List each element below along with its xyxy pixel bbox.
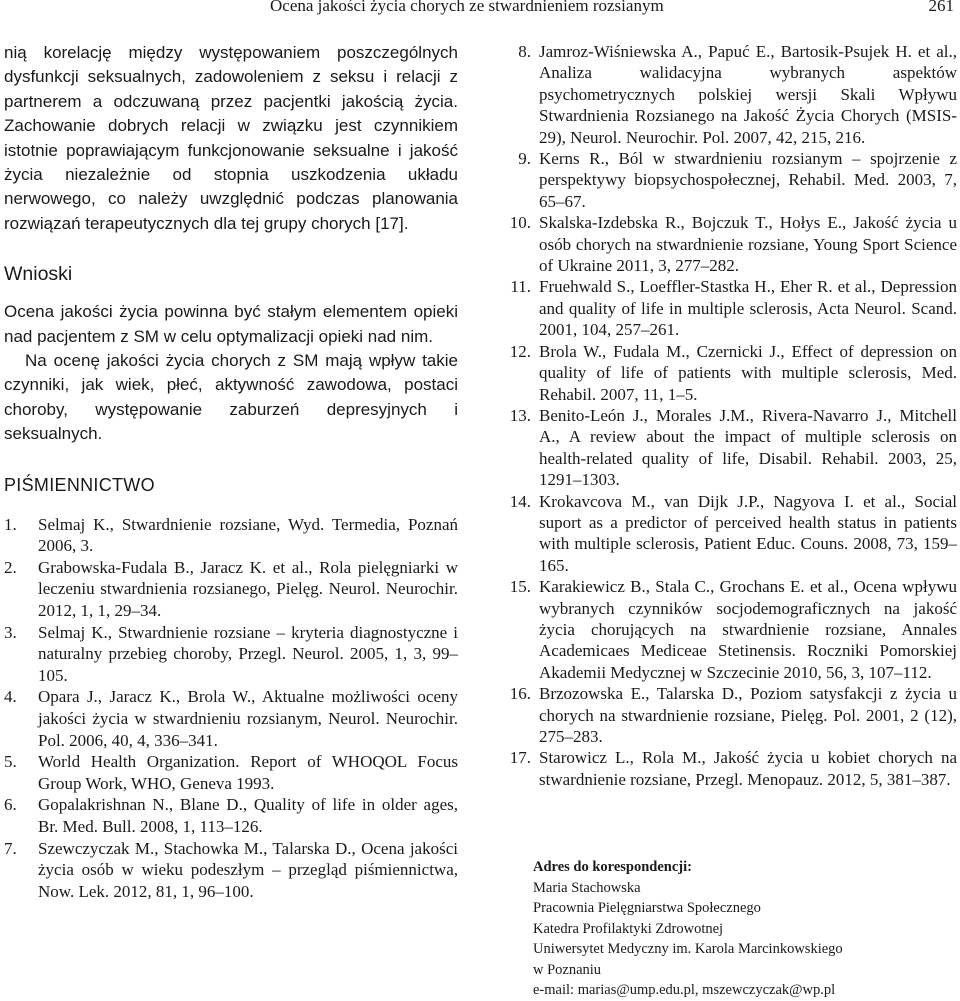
reference-number: 11.: [510, 277, 531, 297]
reference-text: Opara J., Jaracz K., Brola W., Aktualne możliwości oceny jakości życia w stwardnieniu rozsianym, Neurol. Neurochir. Pol. 2006, 40, 4, 336–341.: [38, 687, 458, 750]
reference-item: [4, 751, 458, 794]
reference-item: [505, 683, 957, 747]
conclusion-paragraph: Na ocenę jakości życia chorych z SM mają wpływ takie czynniki, jak wiek, płeć, aktywność zawodowa, postaci choroby, występowanie zaburzeń depresyjnych i seksualnych.: [4, 351, 458, 444]
reference-number: 1.: [4, 514, 17, 534]
reference-number: 10.: [509, 213, 531, 233]
reference-item: [505, 341, 957, 405]
reference-number: 12.: [509, 341, 531, 361]
running-header: [0, 0, 960, 14]
reference-text: Fruehwald S., Loeffler-Stastka H., Eher R. et al., Depression and quality of life in multiple sclerosis, Acta Neurol. Scand. 2001, 104, 257–261.: [539, 277, 957, 340]
reference-text: Brzozowska E., Talarska D., Poziom satysfakcji z życia u chorych na stwardnienie rozsiane, Pielęg. Pol. 2001, 2 (12), 275–283.: [539, 684, 957, 746]
correspondence-name: Maria Stachowska: [533, 879, 641, 896]
reference-number: 3.: [4, 622, 17, 642]
correspondence-email: e-mail: marias@ump.edu.pl, mszewczyczak@wp.pl: [533, 982, 836, 998]
right-column: [505, 41, 957, 790]
reference-item: [505, 276, 957, 340]
reference-text: Gopalakrishnan N., Blane D., Quality of life in older ages, Br. Med. Bull. 2008, 1, 113–126.: [38, 795, 458, 836]
reference-text: Grabowska-Fudala B., Jaracz K. et al., Rola pielęgniarki w leczeniu stwardnienia rozsianego, Pielęg. Neurol. Neurochir. 2012, 1, 1, 29–34.: [38, 557, 458, 621]
reference-number: 4.: [4, 687, 17, 707]
reference-item: [4, 794, 458, 837]
reference-number: 13.: [509, 405, 531, 425]
reference-text: Benito-León J., Morales J.M., Rivera-Navarro J., Mitchell A., A review about the impact of multiple sclerosis on health-related quality of life, Disabil. Rehabil. 2003, 25, 1291–1303.: [539, 405, 957, 490]
reference-number: 8.: [518, 42, 531, 61]
reference-text: World Health Organization. Report of WHOQOL Focus Group Work, WHO, Geneva 1993.: [38, 752, 458, 793]
reference-item: [4, 686, 458, 751]
reference-text: Selmaj K., Stwardnienie rozsiane – kryteria diagnostyczne i naturalny przebieg choroby, Przegl. Neurol. 2005, 1, 3, 99–105.: [38, 622, 458, 685]
reference-item: [505, 747, 957, 790]
correspondence-address: [533, 857, 953, 1001]
reference-number: 15.: [509, 577, 531, 597]
reference-text: Starowicz L., Rola M., Jakość życia u kobiet chorych na stwardnienie rozsiane, Przegl. Menopauz. 2012, 5, 381–387.: [539, 748, 957, 789]
reference-text: Brola W., Fudala M., Czernicki J., Effect of depression on quality of life of patients with multiple sclerosis, Med. Rehabil. 2007, 11, 1–5.: [539, 341, 957, 404]
running-title: Ocena jakości życia chorych ze stwardnieniem rozsianym: [270, 0, 664, 15]
reference-number: 2.: [4, 557, 17, 577]
reference-text: Kerns R., Ból w stwardnieniu rozsianym – spojrzenie z perspektywy biopsychospołecznej, Rehabil. Med. 2003, 7, 65–67.: [539, 149, 957, 211]
reference-number: 17.: [509, 748, 531, 768]
reference-item: [505, 491, 957, 577]
correspondence-university: Uniwersytet Medyczny im. Karola Marcinkowskiego: [533, 941, 843, 957]
reference-item: [505, 41, 957, 148]
page-number: 261: [928, 0, 954, 15]
reference-number: 9.: [518, 149, 531, 169]
correspondence-unit: Pracownia Pielęgniarstwa Społecznego: [533, 900, 761, 916]
reference-item: [4, 514, 458, 557]
reference-text: Szewczyczak M., Stachowka M., Talarska D., Ocena jakości życia osób w wieku podeszłym – przegląd piśmiennictwa, Now. Lek. 2012, 81, 1, 96–100.: [38, 838, 458, 901]
reference-item: [505, 576, 957, 683]
reference-item: [505, 148, 957, 212]
left-column: [4, 41, 458, 902]
reference-text: Skalska-Izdebska R., Bojczuk T., Hołys E., Jakość życia u osób chorych na stwardnienie rozsiane, Young Sport Science of Ukraine 2011, 3, 277–282.: [539, 213, 957, 276]
correspondence-heading: Adres do korespondencji:: [533, 859, 692, 875]
reference-text: Krokavcova M., van Dijk J.P., Nagyova I. et al., Social suport as a predictor of perceived health status in patients with multiple sclerosis, Patient Educ. Couns. 2008, 73, 159–165.: [539, 491, 957, 575]
reference-text: Karakiewicz B., Stala C., Grochans E. et al., Ocena wpływu wybranych czynników socjodemograficznych na jakość życia chorujących na stwardnienie rozsiane, Annales Academicaes Mediceae Stetinensis. Roczniki Pomorskiej Akademii Medycznej w Szczecinie 2010, 56, 3, 107–112.: [539, 577, 957, 682]
reference-number: 14.: [509, 491, 531, 511]
body-paragraph: nią korelację między występowaniem poszczególnych dysfunkcji seksualnych, zadowoleniem z seksu i relacji z partnerem a odczuwaną przez pacjentki jakością życia. Zachowanie dobrych relacji w związku jest czynnikiem istotnie poprawiającym funkcjonowanie seksualne i jakość życia niezależnie od stopnia uszkodzenia układu nerwowego, co należy uwzględnić podczas planowania rozwiązań terapeutycznych dla tej grupy chorych [17].: [4, 43, 458, 233]
reference-text: Selmaj K., Stwardnienie rozsiane, Wyd. Termedia, Poznań 2006, 3.: [38, 514, 458, 556]
conclusions-heading: Wnioski: [4, 263, 73, 286]
references-list-left: [4, 514, 458, 903]
correspondence-department: Katedra Profilaktyki Zdrowotnej: [533, 920, 724, 937]
reference-item: [4, 557, 458, 622]
reference-text: Jamroz-Wiśniewska A., Papuć E., Bartosik-Psujek H. et al., Analiza walidacyjna wybranych aspektów psychometrycznych polskiej wersji Skali Wpływu Stwardnienia Rozsianego na Jakość Życia Chorych (MSIS-29), Neurol. Neurochir. Pol. 2007, 42, 215, 216.: [539, 42, 957, 147]
references-heading: PIŚMIENNICTWO: [4, 474, 155, 495]
reference-item: [505, 212, 957, 276]
reference-number: 16.: [509, 684, 531, 704]
reference-number: 6.: [4, 795, 17, 815]
conclusion-paragraph: Ocena jakości życia powinna być stałym elementem opieki nad pacjentem z SM w celu optymalizacji opieki nad nim.: [4, 302, 458, 346]
reference-item: [4, 622, 458, 687]
reference-number: 7.: [4, 838, 17, 858]
correspondence-city: w Poznaniu: [533, 961, 602, 978]
reference-item: [505, 405, 957, 491]
reference-item: [4, 838, 458, 903]
reference-number: 5.: [4, 752, 17, 772]
